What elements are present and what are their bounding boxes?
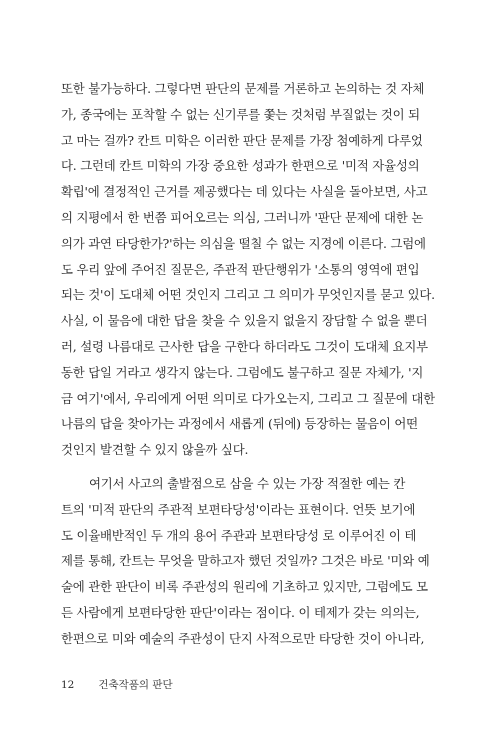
paragraph-2	[61, 471, 441, 652]
paragraph-1	[61, 76, 441, 463]
text-line: 여기서 사고의 출발점으로 삼을 수 있는 가장 적절한 예는 칸	[89, 475, 406, 491]
text-line: 의 지평에서 한 번쯤 피어오르는 의심, 그러니까 '판단 문제에 대한 논	[61, 209, 424, 225]
body-text	[61, 76, 441, 652]
text-line: 되는 것'이 도대체 어떤 것인지 그리고 그 의미가 무엇인지를 묻고 있다.	[61, 287, 435, 303]
text-line: 사실, 이 물음에 대한 답을 찾을 수 있을지 없을지 장담할 수 없을 뿐더	[61, 313, 428, 329]
text-line: 술에 관한 판단이 비록 주관성의 원리에 기초하고 있지만, 그럼에도 모	[61, 579, 428, 595]
text-line: 가, 종국에는 포착할 수 없는 신기루를 쫓는 것처럼 부질없는 것이 되	[61, 106, 420, 122]
text-line: 도 이율배반적인 두 개의 용어 주관과 보편타당성 로 이루어진 이 테	[61, 527, 417, 543]
text-line: 제를 통해, 칸트는 무엇을 말하고자 했던 것일까? 그것은 바로 '미와 예	[61, 553, 430, 569]
text-line: 동한 답일 거라고 생각지 않는다. 그럼에도 불구하고 질문 자체가, '지	[61, 364, 424, 380]
text-line: 한편으로 미와 예술의 주관성이 단지 사적으로만 타당한 것이 아니라,	[61, 630, 425, 646]
text-line: 확립'에 결정적인 근거를 제공했다는 데 있다는 사실을 돌아보면, 사고	[61, 184, 428, 200]
running-title: 건축작품의 판단	[98, 679, 173, 691]
text-line: 또한 불가능하다. 그렇다면 판단의 문제를 거론하고 논의하는 것 자체	[61, 81, 425, 96]
text-line: 러, 설령 나름대로 근사한 답을 구한다 하더라도 그것이 도대체 요지부	[61, 338, 428, 354]
text-line: 나름의 답을 찾아가는 과정에서 새롭게 (뒤에) 등장하는 물음이 어떤	[61, 416, 418, 432]
page-number: 12	[61, 679, 75, 691]
text-line: 고 마는 걸까? 칸트 미학은 이러한 판단 문제를 가장 첨예하게 다루었	[61, 132, 423, 148]
text-line: 의가 과연 타당한가?'하는 의심을 떨칠 수 없는 지경에 이른다. 그럼에	[61, 235, 426, 251]
text-line: 다. 그런데 칸트 미학의 가장 중요한 성과가 한편으로 '미적 자율성의	[61, 158, 420, 174]
text-line: 도 우리 앞에 주어진 질문은, 주관적 판단행위가 '소통의 영역에 편입	[61, 261, 420, 277]
text-line: 트의 '미적 판단의 주관적 보편타당성'이라는 표현이다. 언뜻 보기에	[61, 501, 416, 517]
text-line: 금 여기'에서, 우리에게 어떤 의미로 다가오는지, 그리고 그 질문에 대한	[61, 390, 435, 406]
text-line: 든 사람에게 보편타당한 판단'이라는 점이다. 이 테제가 갖는 의의는,	[61, 604, 420, 620]
text-line: 것인지 발견할 수 있지 않을까 싶다.	[61, 442, 249, 458]
page-footer	[61, 677, 173, 692]
